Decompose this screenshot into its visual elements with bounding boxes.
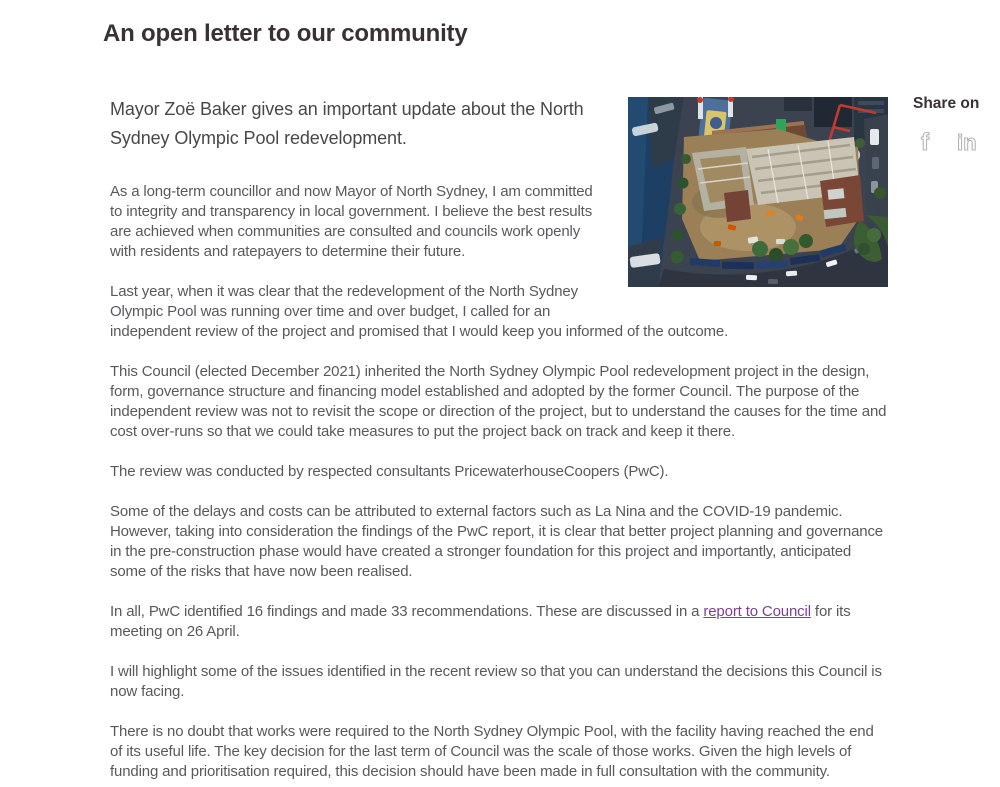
- svg-text:in: in: [957, 130, 977, 155]
- paragraph-review-called: Last year, when it was clear that the redevelopment of the North Sydney Olympic Pool was running over time and over budget, I called for an independent review of the project and promised that I would keep you informed of the outcome.: [110, 283, 729, 340]
- article-body: [110, 95, 888, 782]
- share-panel: [913, 95, 995, 155]
- facebook-icon: [919, 129, 934, 155]
- report-to-council-link[interactable]: report to Council: [703, 603, 811, 620]
- paragraph-highlight-issues: I will highlight some of the issues identified in the recent review so that you can understand the decisions this Council is now facing.: [110, 663, 882, 700]
- article-subtitle: Mayor Zoë Baker gives an important update about the North Sydney Olympic Pool redevelopment.: [110, 99, 584, 148]
- paragraph-inherited-project: This Council (elected December 2021) inherited the North Sydney Olympic Pool redevelopment project in the design, form, governance structure and financing model established and adopted by the former Council. The purpose of the independent review was not to revisit the scope or direction of the project, but to understand the causes for the time and cost over-runs so that we could take measures to put the project back on track and keep it there.: [110, 363, 887, 440]
- share-icons: [913, 129, 995, 155]
- paragraph-delays-costs: Some of the delays and costs can be attributed to external factors such as La Nina and the COVID-19 pandemic. However, taking into consideration the findings of the PwC report, it is clear that better project planning and governance in the pre-construction phase would have created a stronger foundation for this project and importantly, anticipated some of the risks that have now been realised.: [110, 503, 883, 580]
- linkedin-share-button[interactable]: [956, 129, 984, 155]
- paragraph-pwc-conducted: The review was conducted by respected consultants PricewaterhouseCoopers (PwC).: [110, 463, 669, 480]
- facebook-share-button[interactable]: [919, 129, 934, 155]
- report-paragraph-after: for its meeting on 26 April.: [110, 603, 851, 640]
- paragraph-commitment: As a long-term councillor and now Mayor of North Sydney, I am committed to integrity and transparency in local government. I believe the best results are achieved when communities are consulted and councils work openly with residents and ratepayers to determine their future.: [110, 183, 593, 260]
- report-paragraph-before: In all, PwC identified 16 findings and made 33 recommendations. These are discussed in a: [110, 603, 704, 620]
- svg-text:f: f: [921, 129, 929, 155]
- share-on-label: Share on: [913, 95, 980, 112]
- page-title: An open letter to our community: [103, 20, 468, 47]
- linkedin-icon: [956, 129, 984, 155]
- construction-aerial-photo-graphic: [628, 97, 888, 287]
- article-photo: [628, 97, 888, 287]
- paragraph-works-required: There is no doubt that works were required to the North Sydney Olympic Pool, with the facility having reached the end of its useful life. The key decision for the last term of Council was the scale of those works. Given the high levels of funding and prioritisation required, this decision should have been made in full consultation with the community.: [110, 723, 874, 780]
- paragraph-findings: [110, 602, 888, 642]
